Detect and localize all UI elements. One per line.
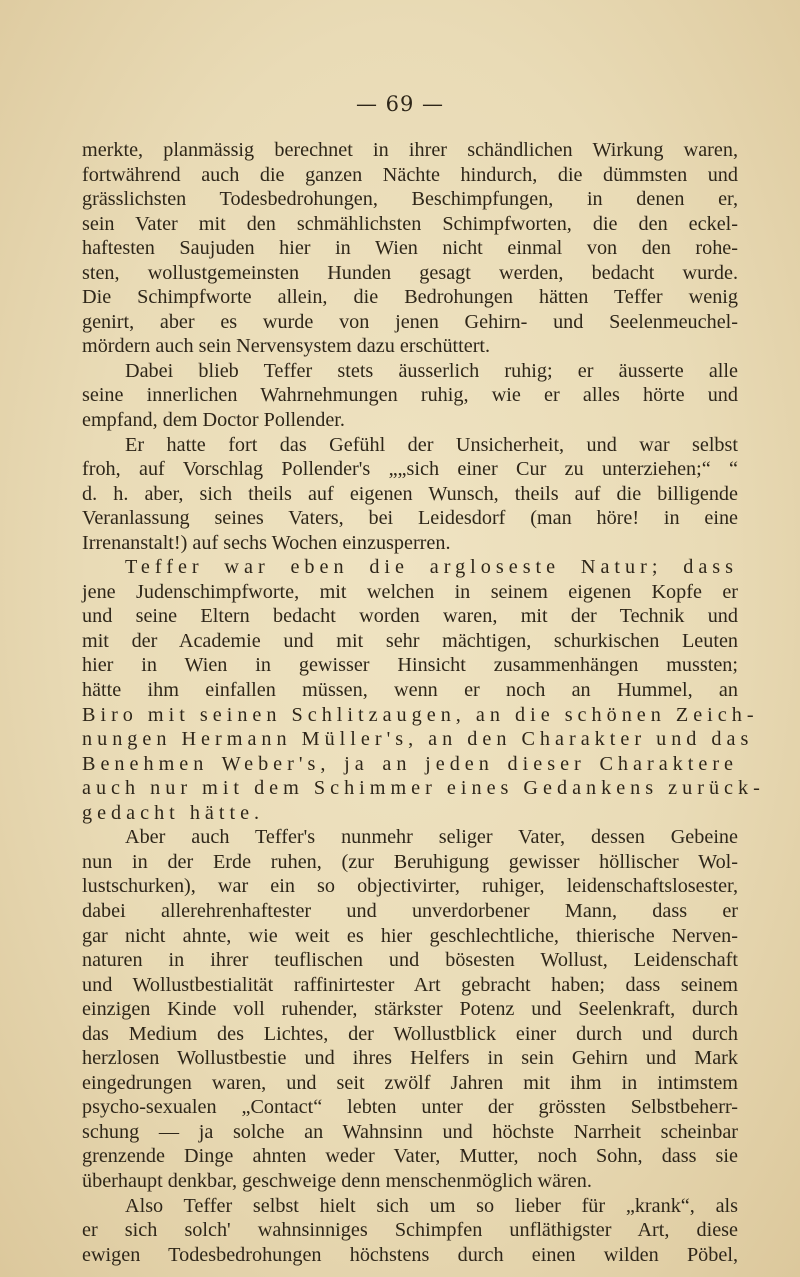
text-line: sten, wollustgemeinsten Hunden gesagt werden, bedacht wurde. <box>82 261 738 284</box>
text-line: gedacht hätte. <box>82 801 265 824</box>
text-line: er sich solch' wahnsinniges Schimpfen unfläthigster Art, diese <box>82 1219 738 1242</box>
text-line: Benehmen Weber's, ja an jeden dieser Charaktere <box>82 752 738 775</box>
text-line: seine innerlichen Wahrnehmungen ruhig, wie er alles hörte und <box>82 384 738 407</box>
text-line: und Wollustbestialität raffinirtester Art gebracht haben; dass seinem <box>82 973 738 996</box>
text-line: grenzende Dinge ahnten weder Vater, Mutter, noch Sohn, dass sie <box>82 1145 738 1168</box>
text-line: Er hatte fort das Gefühl der Unsicherheit, und war selbst <box>125 433 738 456</box>
text-line: dabei allerehrenhaftester und unverdorbener Mann, dass er <box>82 899 738 922</box>
text-line: Biro mit seinen Schlitzaugen, an die schönen Zeich- <box>82 703 759 726</box>
text-line: Aber auch Teffer's nunmehr seliger Vater, dessen Gebeine <box>125 826 738 849</box>
text-line: mördern auch sein Nervensystem dazu erschüttert. <box>82 335 491 358</box>
text-line: merkte, planmässig berechnet in ihrer schändlichen Wirkung waren, <box>82 139 738 161</box>
text-line: jene Judenschimpfworte, mit welchen in seinem eigenen Kopfe er <box>82 580 738 603</box>
text-line: d. h. aber, sich theils auf eigenen Wunsch, theils auf die billigende <box>82 482 738 505</box>
text-line: hätte ihm einfallen müssen, wenn er noch an Hummel, an <box>82 679 738 702</box>
text-line: gar nicht ahnte, wie weit es hier geschlechtliche, thierische Nerven- <box>82 924 738 947</box>
text-line: mit der Academie und mit sehr mächtigen, schurkischen Leuten <box>82 629 738 652</box>
text-line: sein Vater mit den schmählichsten Schimpfworten, die den eckel- <box>82 212 738 235</box>
text-line: fortwährend auch die ganzen Nächte hindurch, die dümmsten und <box>82 163 738 186</box>
text-line: überhaupt denkbar, geschweige denn menschenmöglich wären. <box>82 1169 592 1192</box>
text-line: nungen Hermann Müller's, an den Charakter und das <box>82 728 754 751</box>
text-line: genirt, aber es wurde von jenen Gehirn- und Seelenmeuchel- <box>82 310 738 333</box>
text-line: schung — ja solche an Wahnsinn und höchste Narrheit scheinbar <box>82 1120 738 1143</box>
text-line: haftesten Saujuden hier in Wien nicht einmal von den rohe- <box>82 237 738 260</box>
text-line: auch nur mit dem Schimmer eines Gedankens zurück- <box>82 777 765 800</box>
text-line: froh, auf Vorschlag Pollender's „„sich einer Cur zu unterziehen;“ “ <box>82 458 738 481</box>
text-line: das Medium des Lichtes, der Wollustblick einer durch und durch <box>82 1022 738 1045</box>
page-number: — 69 — <box>355 92 445 116</box>
text-line: hier in Wien in gewisser Hinsicht zusammenhängen mussten; <box>82 654 738 677</box>
text-line: Dabei blieb Teffer stets äusserlich ruhig; er äusserte alle <box>125 359 738 382</box>
text-line: nun in der Erde ruhen, (zur Beruhigung gewisser höllischer Wol- <box>82 850 738 873</box>
body-text <box>82 138 765 1267</box>
text-line: Teffer war eben die argloseste Natur; dass <box>125 556 738 579</box>
text-line: einzigen Kinde voll ruhender, stärkster Potenz und Seelenkraft, durch <box>82 998 738 1021</box>
text-line: grässlichsten Todesbedrohungen, Beschimpfungen, in denen er, <box>82 188 738 211</box>
text-line: und seine Eltern bedacht worden waren, mit der Technik und <box>82 605 738 628</box>
text-line: Veranlassung seines Vaters, bei Leidesdorf (man höre! in eine <box>82 507 738 530</box>
text-line: Also Teffer selbst hielt sich um so lieber für „krank“, als <box>125 1194 738 1217</box>
text-line: eingedrungen waren, und seit zwölf Jahren mit ihm in intimstem <box>82 1071 738 1094</box>
text-line: herzlosen Wollustbestie und ihres Helfers in sein Gehirn und Mark <box>82 1047 738 1070</box>
text-line: empfand, dem Doctor Pollender. <box>82 409 345 432</box>
text-line: lustschurken), war ein so objectivirter, ruhiger, leidenschaftslosester, <box>82 875 738 898</box>
text-line: Die Schimpfworte allein, die Bedrohungen hätten Teffer wenig <box>82 286 738 309</box>
text-line: psycho-sexualen „Contact“ lebten unter der grössten Selbstbeherr- <box>82 1096 738 1119</box>
text-line: ewigen Todesbedrohungen höchstens durch einen wilden Pöbel, <box>82 1243 738 1266</box>
text-line: Irrenanstalt!) auf sechs Wochen einzusperren. <box>82 531 451 554</box>
text-line: naturen in ihrer teuflischen und bösesten Wollust, Leidenschaft <box>82 949 738 972</box>
